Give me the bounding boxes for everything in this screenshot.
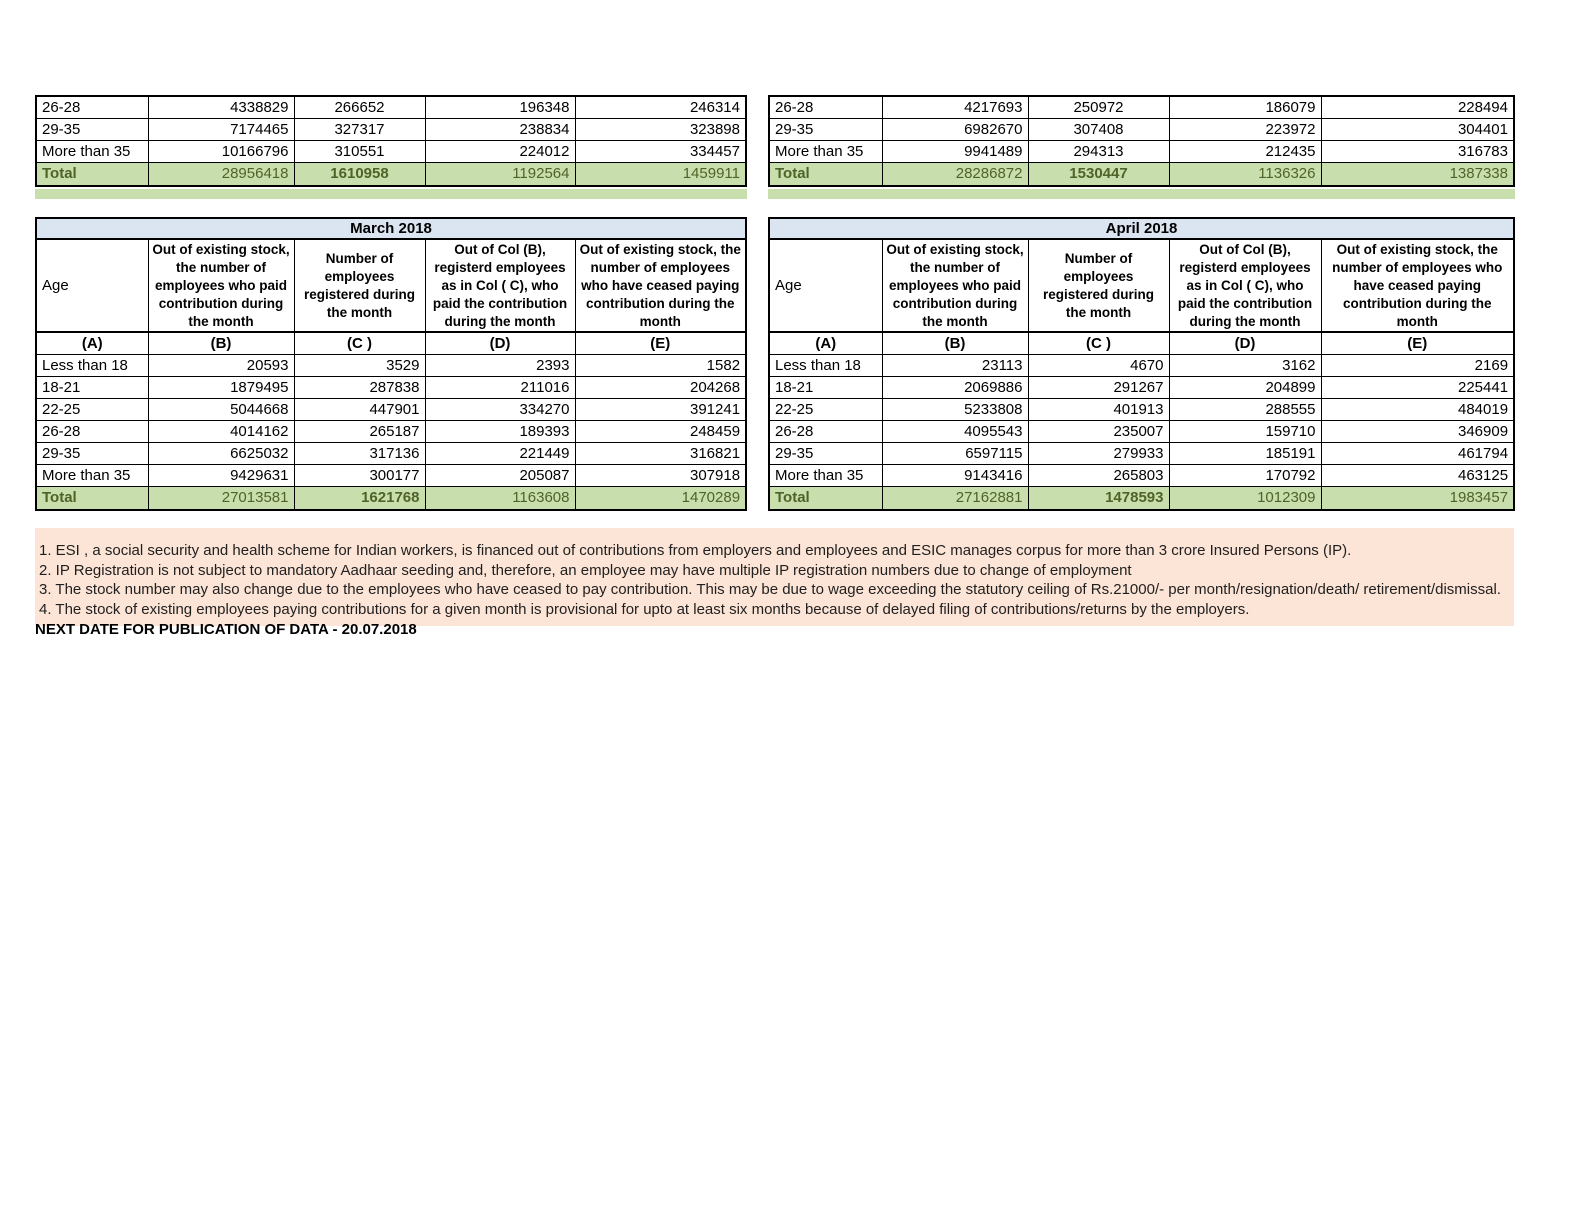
value-cell-b: 10166796 (148, 140, 294, 162)
age-cell: More than 35 (36, 140, 148, 162)
value-cell-d: 186079 (1169, 96, 1321, 118)
letter-b: (B) (882, 332, 1028, 354)
table-row (769, 376, 1514, 398)
age-cell: 22-25 (769, 398, 882, 420)
header-age: Age (36, 239, 148, 332)
value-cell-c: 3529 (294, 354, 425, 376)
value-cell-b: 2069886 (882, 376, 1028, 398)
value-cell-c: 291267 (1028, 376, 1169, 398)
table-row (769, 398, 1514, 420)
table-row (769, 464, 1514, 486)
total-cell-d: 1136326 (1169, 162, 1321, 186)
letter-c: (C ) (1028, 332, 1169, 354)
table-row (769, 140, 1514, 162)
value-cell-e: 2169 (1321, 354, 1514, 376)
header-d: Out of Col (B), registerd employees as in Col ( C), who paid the contribution during the month (425, 239, 575, 332)
value-cell-b: 6625032 (148, 442, 294, 464)
value-cell-e: 1582 (575, 354, 746, 376)
total-cell-c: 1621768 (294, 486, 425, 510)
value-cell-b: 1879495 (148, 376, 294, 398)
month-title: April 2018 (769, 218, 1514, 239)
letter-c: (C ) (294, 332, 425, 354)
total-cell-b: 28286872 (882, 162, 1028, 186)
value-cell-b: 4338829 (148, 96, 294, 118)
letter-d: (D) (1169, 332, 1321, 354)
total-cell-d: 1163608 (425, 486, 575, 510)
value-cell-b: 9143416 (882, 464, 1028, 486)
total-cell-d: 1192564 (425, 162, 575, 186)
total-row (36, 486, 746, 510)
value-cell-b: 9941489 (882, 140, 1028, 162)
letter-a: (A) (769, 332, 882, 354)
total-cell-c: 1530447 (1028, 162, 1169, 186)
value-cell-c: 287838 (294, 376, 425, 398)
age-cell: 18-21 (769, 376, 882, 398)
letter-b: (B) (148, 332, 294, 354)
value-cell-d: 2393 (425, 354, 575, 376)
value-cell-d: 185191 (1169, 442, 1321, 464)
age-cell: 18-21 (36, 376, 148, 398)
value-cell-b: 5233808 (882, 398, 1028, 420)
value-cell-d: 3162 (1169, 354, 1321, 376)
total-cell-e: 1459911 (575, 162, 746, 186)
value-cell-b: 4217693 (882, 96, 1028, 118)
table-row (36, 354, 746, 376)
age-cell: More than 35 (769, 140, 882, 162)
value-cell-b: 23113 (882, 354, 1028, 376)
header-b: Out of existing stock, the number of employees who paid contribution during the month (148, 239, 294, 332)
value-cell-c: 279933 (1028, 442, 1169, 464)
value-cell-d: 211016 (425, 376, 575, 398)
total-cell-e: 1387338 (1321, 162, 1514, 186)
value-cell-b: 6597115 (882, 442, 1028, 464)
month-title-row (769, 218, 1514, 239)
value-cell-d: 223972 (1169, 118, 1321, 140)
value-cell-c: 235007 (1028, 420, 1169, 442)
table-row (36, 140, 746, 162)
header-e: Out of existing stock, the number of employees who have ceased paying contribution during the month (1321, 239, 1514, 332)
value-cell-b: 20593 (148, 354, 294, 376)
march-top-partial-table (35, 95, 747, 187)
footnote-1: 1. ESI , a social security and health scheme for Indian workers, is financed out of contributions from employers and employees and ESIC manages corpus for more than 3 crore Insured Persons (IP). (39, 542, 1352, 559)
month-title-row (36, 218, 746, 239)
age-cell: 29-35 (36, 442, 148, 464)
header-c: Number of employees registered during the month (294, 239, 425, 332)
age-cell: 26-28 (36, 420, 148, 442)
age-cell: 26-28 (769, 96, 882, 118)
table-row (769, 420, 1514, 442)
table-row (36, 118, 746, 140)
footnote-3: 3. The stock number may also change due to the employees who have ceased to pay contribution. This may be due to wage exceeding the statutory ceiling of Rs.21000/- per month/resignation/death/ retirement/dismissal. (39, 581, 1501, 598)
total-cell-c: 1610958 (294, 162, 425, 186)
footnote-4: 4. The stock of existing employees paying contributions for a given month is provisional for upto at least six months because of delayed filing of contributions/returns by the employers. (39, 600, 1250, 618)
header-b: Out of existing stock, the number of employees who paid contribution during the month (882, 239, 1028, 332)
value-cell-d: 205087 (425, 464, 575, 486)
total-label: Total (36, 162, 148, 186)
age-cell: 26-28 (36, 96, 148, 118)
value-cell-d: 170792 (1169, 464, 1321, 486)
value-cell-c: 401913 (1028, 398, 1169, 420)
column-letter-row (36, 332, 746, 354)
value-cell-c: 294313 (1028, 140, 1169, 162)
month-title: March 2018 (36, 218, 746, 239)
total-row (769, 486, 1514, 510)
total-label: Total (769, 486, 882, 510)
letter-a: (A) (36, 332, 148, 354)
value-cell-c: 4670 (1028, 354, 1169, 376)
total-cell-e: 1983457 (1321, 486, 1514, 510)
value-cell-b: 5044668 (148, 398, 294, 420)
value-cell-e: 307918 (575, 464, 746, 486)
value-cell-c: 265187 (294, 420, 425, 442)
table-row (36, 464, 746, 486)
value-cell-e: 204268 (575, 376, 746, 398)
table-row (36, 398, 746, 420)
total-label: Total (36, 486, 148, 510)
age-cell: More than 35 (36, 464, 148, 486)
value-cell-d: 238834 (425, 118, 575, 140)
total-row (769, 162, 1514, 186)
age-cell: 29-35 (36, 118, 148, 140)
next-publication-date: NEXT DATE FOR PUBLICATION OF DATA - 20.07.2018 (35, 621, 417, 638)
value-cell-e: 461794 (1321, 442, 1514, 464)
value-cell-b: 6982670 (882, 118, 1028, 140)
value-cell-d: 189393 (425, 420, 575, 442)
april-2018-table (768, 217, 1515, 511)
value-cell-c: 266652 (294, 96, 425, 118)
age-cell: More than 35 (769, 464, 882, 486)
value-cell-b: 9429631 (148, 464, 294, 486)
letter-e: (E) (575, 332, 746, 354)
header-d: Out of Col (B), registerd employees as in Col ( C), who paid the contribution during the month (1169, 239, 1321, 332)
green-strip (35, 189, 747, 199)
value-cell-c: 265803 (1028, 464, 1169, 486)
value-cell-e: 484019 (1321, 398, 1514, 420)
value-cell-c: 300177 (294, 464, 425, 486)
total-label: Total (769, 162, 882, 186)
value-cell-e: 304401 (1321, 118, 1514, 140)
value-cell-e: 246314 (575, 96, 746, 118)
value-cell-e: 346909 (1321, 420, 1514, 442)
table-row (769, 442, 1514, 464)
age-cell: Less than 18 (769, 354, 882, 376)
table-row (769, 118, 1514, 140)
value-cell-e: 248459 (575, 420, 746, 442)
letter-d: (D) (425, 332, 575, 354)
value-cell-e: 228494 (1321, 96, 1514, 118)
green-strip (768, 189, 1515, 199)
column-letter-row (769, 332, 1514, 354)
table-row (769, 96, 1514, 118)
value-cell-d: 212435 (1169, 140, 1321, 162)
table-row (36, 442, 746, 464)
table-row (36, 420, 746, 442)
value-cell-b: 7174465 (148, 118, 294, 140)
value-cell-d: 221449 (425, 442, 575, 464)
table-row (36, 96, 746, 118)
total-row (36, 162, 746, 186)
value-cell-d: 159710 (1169, 420, 1321, 442)
header-e: Out of existing stock, the number of employees who have ceased paying contribution during the month (575, 239, 746, 332)
header-row (36, 239, 746, 332)
value-cell-e: 391241 (575, 398, 746, 420)
value-cell-d: 224012 (425, 140, 575, 162)
value-cell-c: 327317 (294, 118, 425, 140)
total-cell-e: 1470289 (575, 486, 746, 510)
march-2018-table (35, 217, 747, 511)
age-cell: 29-35 (769, 118, 882, 140)
value-cell-e: 323898 (575, 118, 746, 140)
value-cell-d: 334270 (425, 398, 575, 420)
total-cell-b: 28956418 (148, 162, 294, 186)
footnote-2: 2. IP Registration is not subject to mandatory Aadhaar seeding and, therefore, an employee may have multiple IP registration numbers due to change of employment (39, 561, 1132, 579)
value-cell-c: 447901 (294, 398, 425, 420)
value-cell-d: 288555 (1169, 398, 1321, 420)
total-cell-c: 1478593 (1028, 486, 1169, 510)
value-cell-b: 4095543 (882, 420, 1028, 442)
table-row (769, 354, 1514, 376)
value-cell-e: 316783 (1321, 140, 1514, 162)
value-cell-c: 307408 (1028, 118, 1169, 140)
value-cell-c: 310551 (294, 140, 425, 162)
value-cell-d: 196348 (425, 96, 575, 118)
value-cell-e: 334457 (575, 140, 746, 162)
header-c: Number of employees registered during the month (1028, 239, 1169, 332)
value-cell-e: 225441 (1321, 376, 1514, 398)
header-age: Age (769, 239, 882, 332)
age-cell: 26-28 (769, 420, 882, 442)
total-cell-b: 27162881 (882, 486, 1028, 510)
total-cell-d: 1012309 (1169, 486, 1321, 510)
age-cell: 29-35 (769, 442, 882, 464)
total-cell-b: 27013581 (148, 486, 294, 510)
value-cell-e: 463125 (1321, 464, 1514, 486)
header-row (769, 239, 1514, 332)
letter-e: (E) (1321, 332, 1514, 354)
april-top-partial-table (768, 95, 1515, 187)
value-cell-c: 250972 (1028, 96, 1169, 118)
value-cell-d: 204899 (1169, 376, 1321, 398)
table-row (36, 376, 746, 398)
age-cell: 22-25 (36, 398, 148, 420)
value-cell-c: 317136 (294, 442, 425, 464)
age-cell: Less than 18 (36, 354, 148, 376)
footnotes-block (35, 528, 1514, 626)
value-cell-b: 4014162 (148, 420, 294, 442)
value-cell-e: 316821 (575, 442, 746, 464)
